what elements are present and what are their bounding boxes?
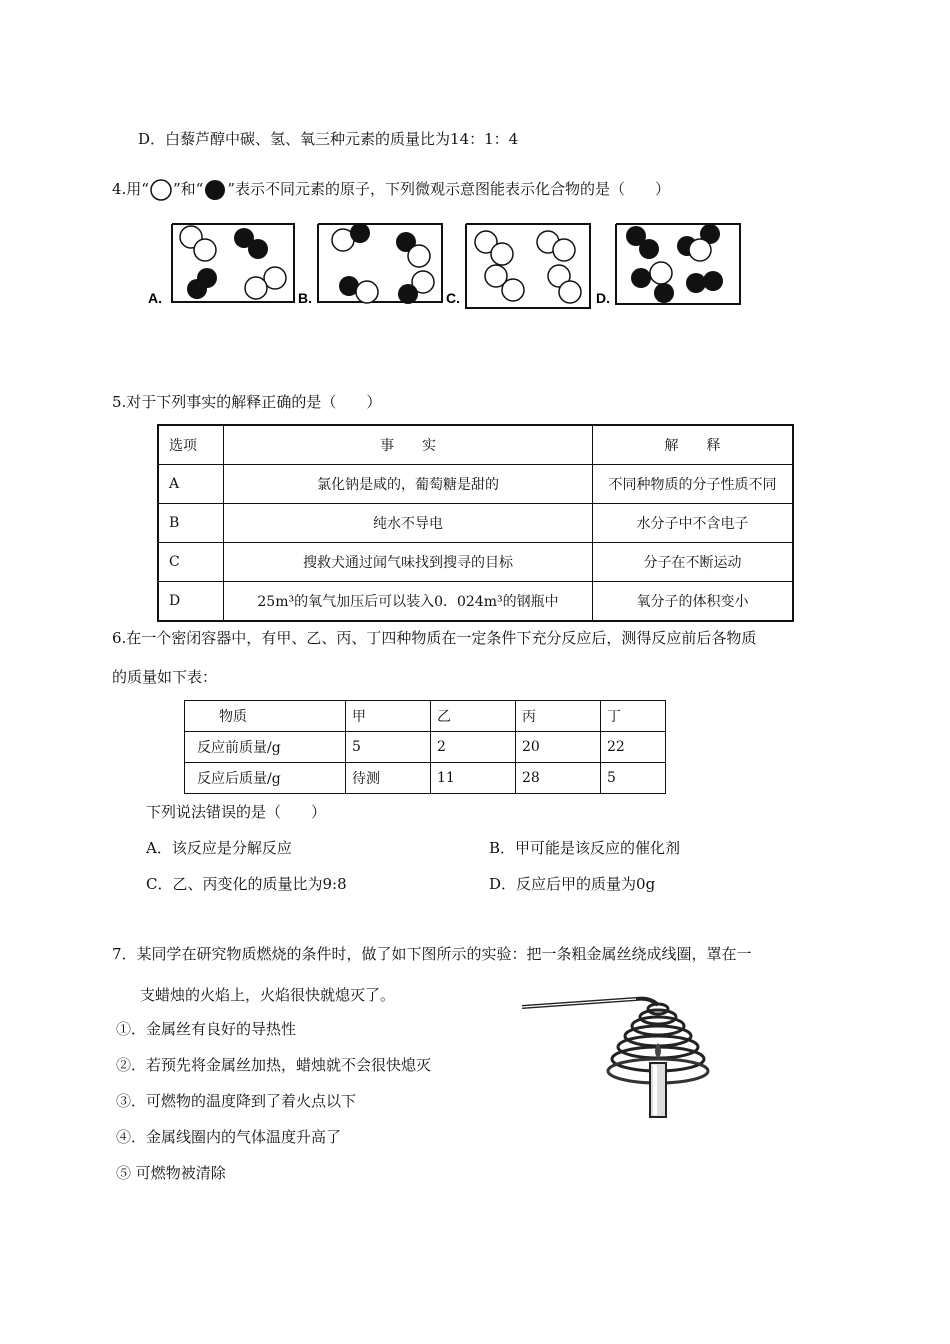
table-cell: B <box>158 504 224 543</box>
table-cell: 11 <box>431 763 516 794</box>
table-cell: 28 <box>516 763 601 794</box>
table-cell: 氧分子的体积变小 <box>593 582 794 622</box>
candle-coil-icon <box>518 985 728 1120</box>
q6-question: 下列说法错误的是（ ） <box>146 803 327 821</box>
table-cell: 乙 <box>431 701 516 732</box>
q4-label-a: A. <box>148 290 162 306</box>
q4-stem-suffix: ”表示不同元素的原子，下列微观示意图能表示化合物的是（ ） <box>227 180 670 198</box>
q4-molecule-diagrams <box>140 218 750 310</box>
q6-option-a: A．该反应是分解反应 <box>146 839 292 857</box>
table-row <box>158 504 793 543</box>
q7-item-5: ⑤ 可燃物被清除 <box>116 1164 226 1182</box>
table-cell: 5 <box>346 732 431 763</box>
q4-label-c: C. <box>446 290 460 306</box>
table-header-row <box>185 701 666 732</box>
table-cell: 22 <box>601 732 666 763</box>
table-cell: 纯水不导电 <box>224 504 593 543</box>
q7-item-1: ①．金属丝有良好的导热性 <box>116 1020 297 1038</box>
table-cell: 搜救犬通过闻气味找到搜寻的目标 <box>224 543 593 582</box>
table-cell: 分子在不断运动 <box>593 543 794 582</box>
table-row <box>158 582 793 622</box>
table-cell: 待测 <box>346 763 431 794</box>
table-cell: 5 <box>601 763 666 794</box>
table-row <box>185 763 666 794</box>
table-cell: 丙 <box>516 701 601 732</box>
table-cell: 氯化钠是咸的，葡萄糖是甜的 <box>224 465 593 504</box>
q5-header-fact: 事 实 <box>224 425 593 465</box>
q4-box-b <box>318 223 442 304</box>
q7-item-4: ④．金属线圈内的气体温度升高了 <box>116 1128 342 1146</box>
q7-stem-line1: 7．某同学在研究物质燃烧的条件时，做了如下图所示的实验：把一条粗金属丝绕成线圈，罩在一 <box>112 945 752 963</box>
q5-header-explanation: 解 释 <box>593 425 794 465</box>
q4-box-a <box>172 224 294 302</box>
q4-box-c <box>466 224 590 308</box>
table-cell: 反应后质量/g <box>185 763 346 794</box>
table-cell: 不同种物质的分子性质不同 <box>593 465 794 504</box>
white-atom-icon <box>149 178 173 202</box>
table-cell: 25m³的氧气加压后可以装入0．024m³的钢瓶中 <box>224 582 593 622</box>
table-row <box>158 543 793 582</box>
table-cell: 反应前质量/g <box>185 732 346 763</box>
q7-item-2: ②．若预先将金属丝加热，蜡烛就不会很快熄灭 <box>116 1056 432 1074</box>
black-atom-icon <box>203 178 227 202</box>
q6-option-b: B．甲可能是该反应的催化剂 <box>489 839 681 857</box>
table-cell: 甲 <box>346 701 431 732</box>
q6-stem-line1: 6.在一个密闭容器中，有甲、乙、丙、丁四种物质在一定条件下充分反应后，测得反应前后各物质 <box>112 629 757 647</box>
table-cell: 丁 <box>601 701 666 732</box>
q6-stem-line2: 的质量如下表： <box>112 668 218 686</box>
q4-stem <box>112 178 670 202</box>
table-cell: A <box>158 465 224 504</box>
q4-box-d <box>616 224 740 304</box>
q6-option-c: C．乙、丙变化的质量比为9:8 <box>146 875 347 893</box>
q4-label-b: B. <box>298 290 312 306</box>
q5-stem: 5.对于下列事实的解释正确的是（ ） <box>112 393 382 411</box>
table-cell: D <box>158 582 224 622</box>
q7-item-3: ③．可燃物的温度降到了着火点以下 <box>116 1092 357 1110</box>
table-cell: 物质 <box>185 701 346 732</box>
table-header-row <box>158 425 793 465</box>
table-row <box>158 465 793 504</box>
table-cell: 20 <box>516 732 601 763</box>
q7-stem-line2: 支蜡烛的火焰上，火焰很快就熄灭了。 <box>140 986 396 1004</box>
q4-stem-mid: ”和“ <box>172 180 204 198</box>
q5-header-option: 选项 <box>158 425 224 465</box>
q4-label-d: D. <box>596 290 610 306</box>
table-cell: 水分子中不含电子 <box>593 504 794 543</box>
q3-option-d: D．白藜芦醇中碳、氢、氧三种元素的质量比为14：1：4 <box>138 130 519 148</box>
q6-option-d: D．反应后甲的质量为0g <box>489 875 656 893</box>
q5-table <box>157 424 794 622</box>
q4-stem-prefix: 4.用“ <box>112 180 149 198</box>
table-cell: 2 <box>431 732 516 763</box>
table-cell: C <box>158 543 224 582</box>
q6-table <box>184 700 666 794</box>
table-row <box>185 732 666 763</box>
